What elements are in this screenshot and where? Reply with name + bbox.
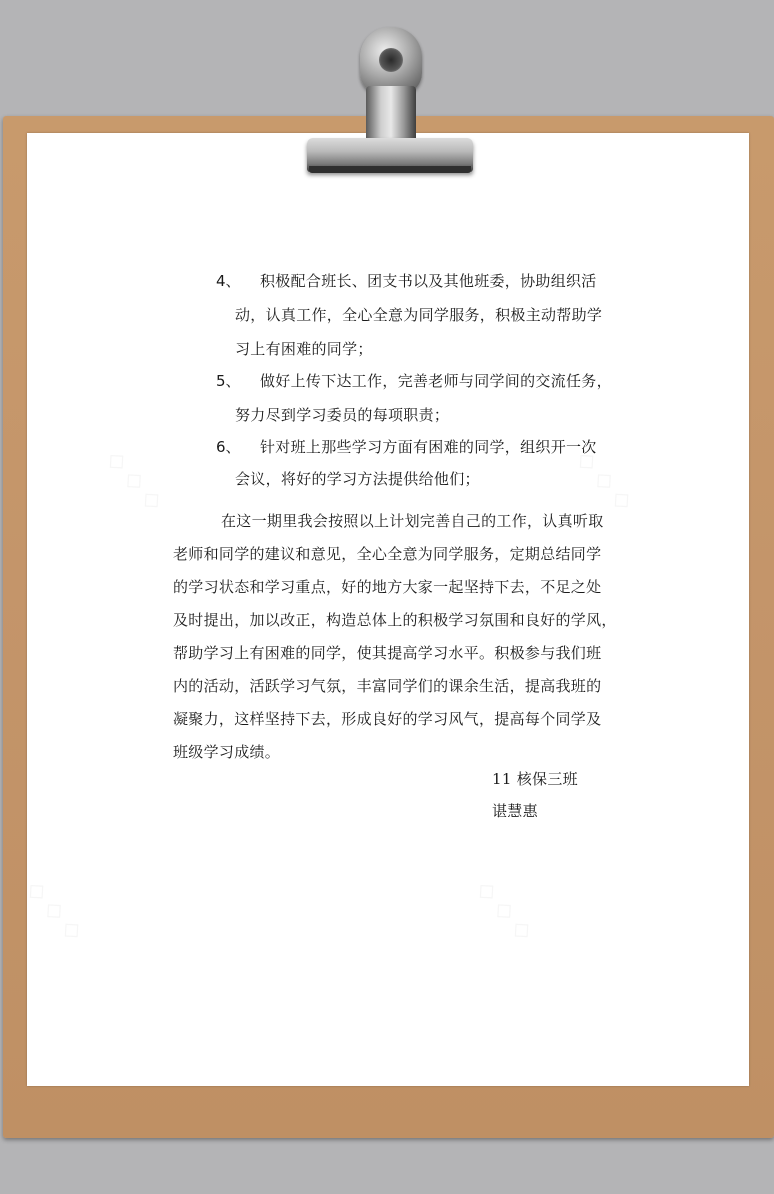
list-line: 努力尽到学习委员的每项职责； (235, 406, 450, 424)
list-number: 5、 (216, 372, 241, 390)
list-number: 6、 (216, 438, 241, 456)
signature-class: 11 核保三班 (492, 770, 578, 788)
clip-edge (309, 166, 471, 173)
list-line: 做好上传下达工作，完善老师与同学间的交流任务， (260, 372, 612, 390)
paragraph-line: 帮助学习上有困难的同学，使其提高学习水平。积极参与我们班 (173, 644, 602, 662)
paragraph-line: 老师和同学的建议和意见，全心全意为同学服务，定期总结同学 (173, 545, 602, 563)
paragraph-line: 凝聚力，这样坚持下去，形成良好的学习风气，提高每个同学及 (173, 710, 602, 728)
paragraph-line: 的学习状态和学习重点，好的地方大家一起坚持下去，不足之处 (173, 578, 602, 596)
clip-hole (379, 48, 403, 72)
list-number: 4、 (216, 272, 241, 290)
list-line: 会议，将好的学习方法提供给他们； (235, 470, 480, 488)
signature-author: 谌慧惠 (492, 802, 538, 820)
clip-neck (366, 86, 416, 144)
list-line: 针对班上那些学习方面有困难的同学，组织开一次 (260, 438, 597, 456)
list-line: 动，认真工作，全心全意为同学服务，积极主动帮助学 (235, 306, 603, 324)
list-line: 习上有困难的同学； (235, 340, 373, 358)
paragraph-line: 内的活动，活跃学习气氛，丰富同学们的课余生活，提高我班的 (173, 677, 602, 695)
paragraph-line: 及时提出，加以改正，构造总体上的积极学习氛围和良好的学风， (173, 611, 617, 629)
paragraph-line: 在这一期里我会按照以上计划完善自己的工作，认真听取 (221, 512, 604, 530)
paragraph-line: 班级学习成绩。 (173, 743, 281, 761)
list-line: 积极配合班长、团支书以及其他班委，协助组织活 (260, 272, 597, 290)
